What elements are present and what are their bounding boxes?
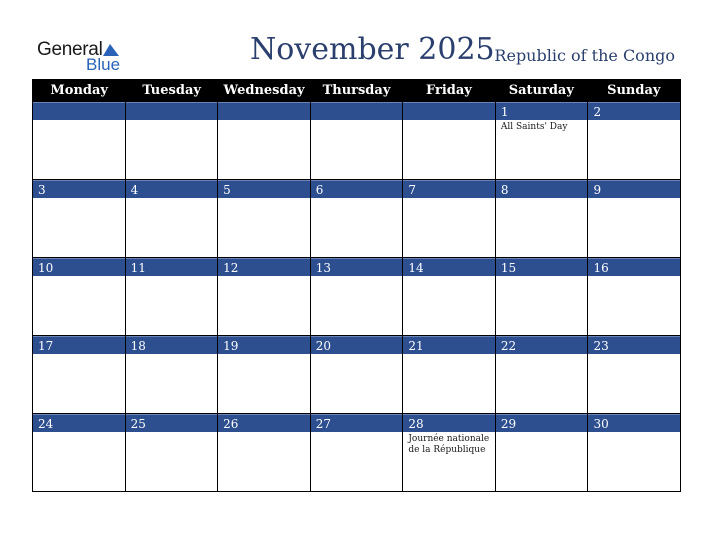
calendar-day-cell — [495, 102, 588, 179]
day-number — [311, 102, 403, 120]
calendar-day-cell — [33, 414, 125, 491]
calendar-day-cell — [310, 258, 403, 335]
holiday-label — [311, 432, 403, 491]
weekday-sunday: Sunday — [607, 83, 661, 98]
weekday-header-row — [33, 80, 680, 102]
holiday-label — [311, 354, 403, 413]
day-number: 4 — [126, 180, 218, 198]
calendar-day-cell — [125, 102, 218, 179]
calendar-week-row — [33, 102, 680, 180]
holiday-label — [311, 120, 403, 179]
day-number: 8 — [496, 180, 588, 198]
day-number: 20 — [311, 336, 403, 354]
holiday-label — [218, 432, 310, 491]
day-number: 18 — [126, 336, 218, 354]
holiday-label: All Saints' Day — [500, 122, 568, 132]
calendar-day-cell — [402, 102, 495, 179]
holiday-label — [218, 198, 310, 257]
holiday-label — [33, 276, 125, 335]
day-number: 26 — [218, 414, 310, 432]
day-number — [33, 102, 125, 120]
weekday-tuesday: Tuesday — [142, 83, 201, 98]
day-number: 5 — [218, 180, 310, 198]
holiday-label — [218, 354, 310, 413]
day-number: 30 — [588, 414, 680, 432]
weekday-wednesday: Wednesday — [223, 83, 305, 98]
calendar-day-cell — [310, 336, 403, 413]
holiday-label — [403, 354, 495, 413]
calendar-day-cell — [402, 414, 495, 491]
day-number: 24 — [33, 414, 125, 432]
holiday-label — [126, 120, 218, 179]
calendar-day-cell — [33, 102, 125, 179]
day-number: 23 — [588, 336, 680, 354]
day-number: 25 — [126, 414, 218, 432]
calendar-day-cell — [33, 180, 125, 257]
holiday-label — [218, 276, 310, 335]
calendar-day-cell — [495, 180, 588, 257]
day-number: 11 — [126, 258, 218, 276]
logo-blue-text: Blue — [86, 55, 121, 74]
weekday-thursday: Thursday — [322, 83, 391, 98]
calendar-weeks — [33, 102, 680, 492]
calendar-day-cell — [495, 258, 588, 335]
calendar-day-cell — [125, 414, 218, 491]
day-number: 16 — [588, 258, 680, 276]
day-number: 17 — [33, 336, 125, 354]
calendar-week-row — [33, 180, 680, 258]
holiday-label — [126, 354, 218, 413]
calendar-day-cell — [495, 336, 588, 413]
day-number: 7 — [403, 180, 495, 198]
calendar-day-cell — [402, 180, 495, 257]
calendar-day-cell — [125, 180, 218, 257]
day-number: 14 — [403, 258, 495, 276]
calendar-day-cell — [587, 414, 680, 491]
holiday-label — [403, 276, 495, 335]
holiday-label — [588, 276, 680, 335]
holiday-label — [403, 120, 495, 179]
day-number — [403, 102, 495, 120]
holiday-label — [218, 120, 310, 179]
holiday-label — [496, 198, 588, 257]
day-number: 6 — [311, 180, 403, 198]
day-number: 28 — [403, 414, 495, 432]
calendar-week-row — [33, 414, 680, 492]
holiday-label — [33, 120, 125, 179]
calendar-day-cell — [217, 258, 310, 335]
day-number: 13 — [311, 258, 403, 276]
day-number: 19 — [218, 336, 310, 354]
day-number: 1 — [496, 102, 588, 120]
calendar-day-cell — [402, 258, 495, 335]
calendar-grid — [32, 79, 681, 492]
weekday-saturday: Saturday — [508, 83, 574, 98]
calendar-day-cell — [495, 414, 588, 491]
day-number: 12 — [218, 258, 310, 276]
calendar-day-cell — [125, 258, 218, 335]
holiday-label — [588, 198, 680, 257]
holiday-label — [496, 276, 588, 335]
calendar-week-row — [33, 336, 680, 414]
calendar-day-cell — [310, 102, 403, 179]
day-number: 21 — [403, 336, 495, 354]
country-name: Republic of the Congo — [494, 46, 675, 65]
holiday-label — [126, 198, 218, 257]
holiday-label — [496, 432, 588, 491]
day-number: 10 — [33, 258, 125, 276]
day-number: 29 — [496, 414, 588, 432]
page-title: November 2025 — [250, 32, 495, 67]
holiday-label — [33, 354, 125, 413]
holiday-label — [33, 198, 125, 257]
calendar-day-cell — [402, 336, 495, 413]
calendar-day-cell — [310, 180, 403, 257]
day-number: 9 — [588, 180, 680, 198]
day-number: 27 — [311, 414, 403, 432]
holiday-label — [311, 198, 403, 257]
holiday-label — [33, 432, 125, 491]
logo — [37, 40, 127, 74]
holiday-label: Journée nationale de la République — [408, 434, 490, 455]
holiday-label — [588, 354, 680, 413]
calendar-day-cell — [125, 336, 218, 413]
calendar-day-cell — [587, 180, 680, 257]
holiday-label — [588, 432, 680, 491]
day-number: 22 — [496, 336, 588, 354]
holiday-label — [311, 276, 403, 335]
calendar-day-cell — [217, 414, 310, 491]
calendar-day-cell — [587, 336, 680, 413]
holiday-label — [403, 198, 495, 257]
calendar-day-cell — [217, 102, 310, 179]
day-number: 3 — [33, 180, 125, 198]
calendar-day-cell — [310, 414, 403, 491]
calendar-day-cell — [587, 102, 680, 179]
calendar-day-cell — [217, 180, 310, 257]
logo-general-text: General — [37, 39, 103, 60]
day-number — [218, 102, 310, 120]
day-number: 15 — [496, 258, 588, 276]
holiday-label — [588, 120, 680, 179]
weekday-monday: Monday — [50, 83, 108, 98]
holiday-label — [126, 276, 218, 335]
calendar-day-cell — [217, 336, 310, 413]
day-number — [126, 102, 218, 120]
day-number: 2 — [588, 102, 680, 120]
holiday-label — [496, 354, 588, 413]
calendar-week-row — [33, 258, 680, 336]
calendar-day-cell — [587, 258, 680, 335]
calendar-day-cell — [33, 258, 125, 335]
weekday-friday: Friday — [425, 83, 472, 98]
holiday-label — [126, 432, 218, 491]
calendar-day-cell — [33, 336, 125, 413]
